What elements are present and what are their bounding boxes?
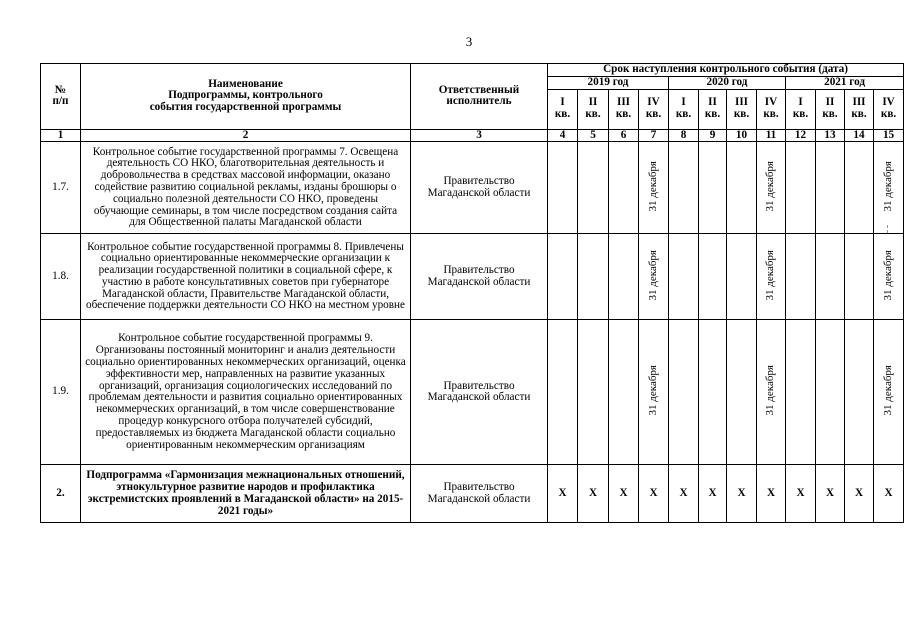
quarter-cell: [639, 234, 669, 320]
row-name: Контрольное событие государственной программы 9. Организованы постоянный мониторинг и анализ деятельности социально ориентированных некоммерческих организаций, оценка эффективности мер, направленных на развитие указанных организаций, организация социологических исследований по проблемам деятельности и развития социально ориентированных некоммерческих организаций, в том числе совершенствование процедур конкурсного отбора получателей субсидий, предоставляемых из бюджета Магаданской области социально ориентированным некоммерческим организациям: [81, 320, 411, 465]
deadline-date: 31 декабря: [646, 365, 659, 416]
quarter-cell: [578, 320, 609, 465]
row-number: 1.7.: [41, 142, 81, 234]
quarter-cell: [874, 320, 904, 465]
quarter-cell: X: [757, 465, 786, 523]
header-quarter: III кв.: [609, 89, 639, 129]
quarter-cell: [816, 234, 845, 320]
header-quarter: II кв.: [816, 89, 845, 129]
column-number: 15: [874, 129, 904, 142]
quarter-cell: X: [786, 465, 816, 523]
quarter-cell: [639, 142, 669, 234]
header-quarter: IV кв.: [639, 89, 669, 129]
column-number: 11: [757, 129, 786, 142]
header-quarter: IV кв.: [757, 89, 786, 129]
quarter-cell: [578, 234, 609, 320]
row-number: 1.8.: [41, 234, 81, 320]
quarter-cell: [699, 234, 727, 320]
header-quarter: II кв.: [578, 89, 609, 129]
row-name: Контрольное событие государственной программы 7. Освещена деятельность СО НКО, благотворительная деятельность и добровольчества в средствах массовой информации, оказано содействие развитию социальной рекламы, изданы брошюры о социально полезной деятельности СО НКО, проведены обучающие семинары, в том числе посредством создания сайта для Общественной палаты Магаданской области: [81, 142, 411, 234]
quarter-cell: X: [578, 465, 609, 523]
scan-mark: [887, 225, 889, 233]
table-row: [41, 234, 904, 320]
quarter-cell: X: [609, 465, 639, 523]
quarter-cell: X: [699, 465, 727, 523]
quarter-cell: [845, 320, 874, 465]
control-events-table: [40, 63, 904, 523]
quarter-cell: [548, 142, 578, 234]
quarter-cell: [727, 320, 757, 465]
quarter-cell: [609, 234, 639, 320]
column-number: 6: [609, 129, 639, 142]
header-quarter: II кв.: [699, 89, 727, 129]
header-year-2021: 2021 год: [786, 76, 904, 89]
page-number: 3: [465, 34, 473, 49]
header-quarter: III кв.: [727, 89, 757, 129]
row-responsible: Правительство Магаданской области: [411, 142, 548, 234]
column-number: 10: [727, 129, 757, 142]
column-number: 12: [786, 129, 816, 142]
deadline-date: 31 декабря: [646, 160, 659, 212]
deadline-date: 31 декабря: [764, 160, 777, 212]
column-number: 1: [41, 129, 81, 142]
row-name: Подпрограмма «Гармонизация межнациональных отношений, этнокультурное развитие народов и профилактика экстремистских проявлений в Магаданской области» на 2015-2021 годы»: [81, 465, 411, 523]
deadline-date: 31 декабря: [646, 249, 659, 301]
quarter-cell: X: [874, 465, 904, 523]
table-row: [41, 465, 904, 523]
column-number: 8: [669, 129, 699, 142]
quarter-cell: [874, 142, 904, 234]
quarter-cell: X: [548, 465, 578, 523]
quarter-cell: [548, 234, 578, 320]
row-number: 1.9.: [41, 320, 81, 465]
quarter-cell: X: [845, 465, 874, 523]
column-number: 14: [845, 129, 874, 142]
header-name: Наименование Подпрограммы, контрольного события государственной программы: [81, 64, 411, 130]
column-number: 5: [578, 129, 609, 142]
column-number: 13: [816, 129, 845, 142]
quarter-cell: [609, 142, 639, 234]
column-number: 7: [639, 129, 669, 142]
quarter-cell: [786, 142, 816, 234]
quarter-cell: [786, 234, 816, 320]
header-quarter: I кв.: [548, 89, 578, 129]
quarter-cell: [874, 234, 904, 320]
quarter-cell: [548, 320, 578, 465]
row-name: Контрольное событие государственной программы 8. Привлечены социально ориентированные некоммерческие организации к реализации государственной политики в социальной сфере, к участию в работе консультативных советов при губернаторе Магаданской области, Правительстве Магаданской области, обеспечение поддержки деятельности СО НКО на местном уровне: [81, 234, 411, 320]
deadline-date: 31 декабря: [881, 365, 894, 416]
header-quarter: I кв.: [669, 89, 699, 129]
quarter-cell: [699, 142, 727, 234]
quarter-cell: [669, 320, 699, 465]
column-number: 4: [548, 129, 578, 142]
row-responsible: Правительство Магаданской области: [411, 465, 548, 523]
table-row: [41, 320, 904, 465]
quarter-cell: [727, 234, 757, 320]
quarter-cell: X: [639, 465, 669, 523]
quarter-cell: [669, 234, 699, 320]
row-number: 2.: [41, 465, 81, 523]
row-responsible: Правительство Магаданской области: [411, 320, 548, 465]
quarter-cell: X: [816, 465, 845, 523]
quarter-cell: [639, 320, 669, 465]
row-responsible: Правительство Магаданской области: [411, 234, 548, 320]
header-quarter: III кв.: [845, 89, 874, 129]
quarter-cell: [845, 142, 874, 234]
quarter-cell: [757, 320, 786, 465]
header-quarter: IV кв.: [874, 89, 904, 129]
table-row: [41, 142, 904, 234]
header-num: № п/п: [41, 64, 81, 130]
quarter-cell: [757, 234, 786, 320]
quarter-cell: [816, 320, 845, 465]
quarter-cell: [699, 320, 727, 465]
quarter-cell: [727, 142, 757, 234]
header-quarter: I кв.: [786, 89, 816, 129]
deadline-date: 31 декабря: [764, 249, 777, 301]
deadline-date: 31 декабря: [881, 249, 894, 301]
quarter-cell: [845, 234, 874, 320]
quarter-cell: [816, 142, 845, 234]
header-year-2020: 2020 год: [669, 76, 786, 89]
quarter-cell: X: [727, 465, 757, 523]
quarter-cell: [578, 142, 609, 234]
quarter-cell: [609, 320, 639, 465]
column-number: 2: [81, 129, 411, 142]
deadline-date: 31 декабря: [764, 365, 777, 416]
deadline-date: 31 декабря: [881, 160, 894, 212]
column-number: 9: [699, 129, 727, 142]
quarter-cell: [757, 142, 786, 234]
column-number: 3: [411, 129, 548, 142]
header-year-2019: 2019 год: [548, 76, 669, 89]
quarter-cell: X: [669, 465, 699, 523]
header-deadline: Срок наступления контрольного события (дата): [548, 64, 904, 77]
header-responsible: Ответственный исполнитель: [411, 64, 548, 130]
quarter-cell: [669, 142, 699, 234]
quarter-cell: [786, 320, 816, 465]
